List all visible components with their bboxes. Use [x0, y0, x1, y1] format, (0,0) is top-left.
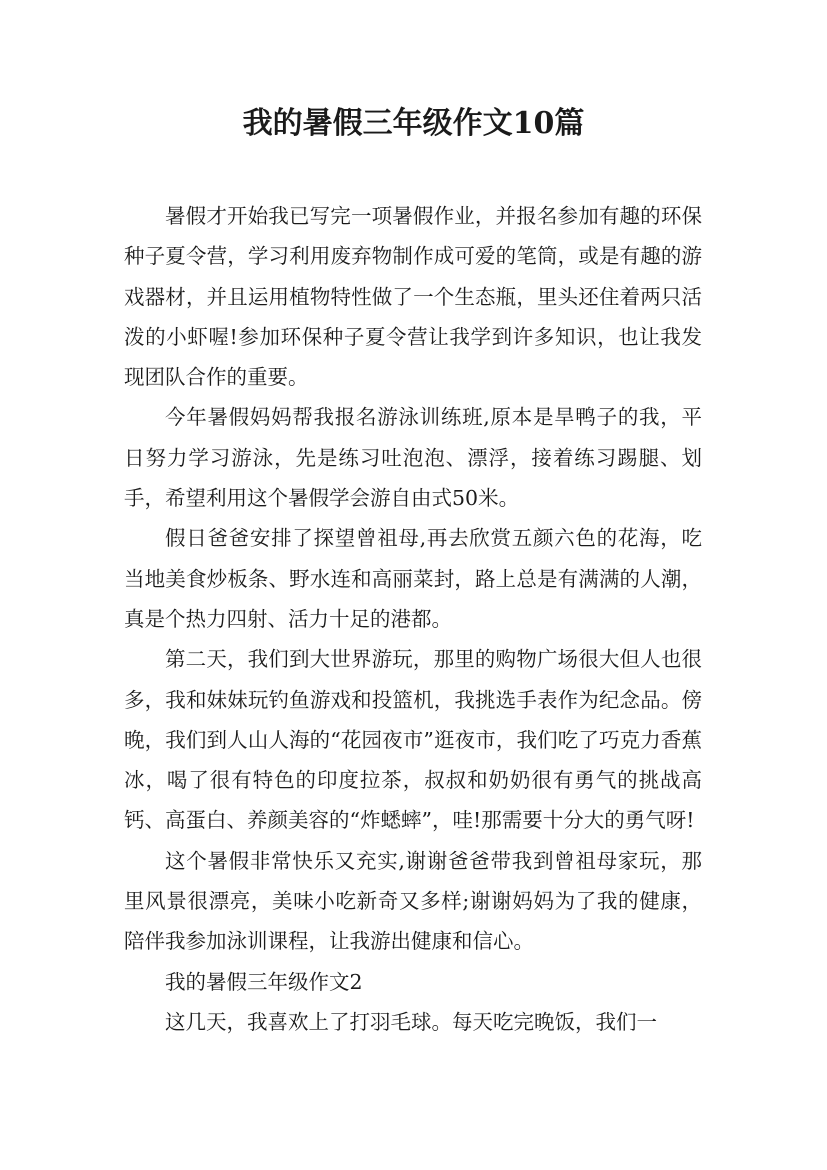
- paragraph-3: 假日爸爸安排了探望曾祖母,再去欣赏五颜六色的花海，吃当地美食炒板条、野水连和高丽菜封，路上总是有满满的人潮，真是个热力四射、活力十足的港都。: [124, 526, 702, 631]
- section-heading-2: 我的暑假三年级作文2: [165, 969, 363, 994]
- paragraph-2: 今年暑假妈妈帮我报名游泳训练班,原本是旱鸭子的我，平日努力学习游泳，先是练习吐泡泡、漂浮，接着练习踢腿、划手，希望利用这个暑假学会游自由式50米。: [124, 405, 702, 511]
- paragraph-6: 这几天，我喜欢上了打羽毛球。每天吃完晚饭，我们一: [165, 1009, 657, 1034]
- paragraph-4: 第二天，我们到大世界游玩，那里的购物广场很大但人也很多，我和妹妹玩钓鱼游戏和投篮机，我挑选手表作为纪念品。傍晚，我们到人山人海的“花园夜市”逛夜市，我们吃了巧克力香蕉冰，喝了很有特色的印度拉茶，叔叔和奶奶很有勇气的挑战高钙、高蛋白、养颜美容的“炸蟋蟀”，哇!那需要十分大的勇气呀!: [124, 647, 702, 833]
- paragraph-1: 暑假才开始我已写完一项暑假作业，并报名参加有趣的环保种子夏令营，学习利用废弃物制作成可爱的笔筒，或是有趣的游戏器材，并且运用植物特性做了一个生态瓶，里头还住着两只活泼的小虾喔!参加环保种子夏令营让我学到许多知识，也让我发现团队合作的重要。: [124, 204, 702, 390]
- document-title: 我的暑假三年级作文10篇: [242, 106, 585, 141]
- paragraph-5: 这个暑假非常快乐又充实,谢谢爸爸带我到曾祖母家玩，那里风景很漂亮，美味小吃新奇又多样;谢谢妈妈为了我的健康，陪伴我参加泳训课程，让我游出健康和信心。: [124, 848, 702, 954]
- document-body: [124, 196, 702, 1042]
